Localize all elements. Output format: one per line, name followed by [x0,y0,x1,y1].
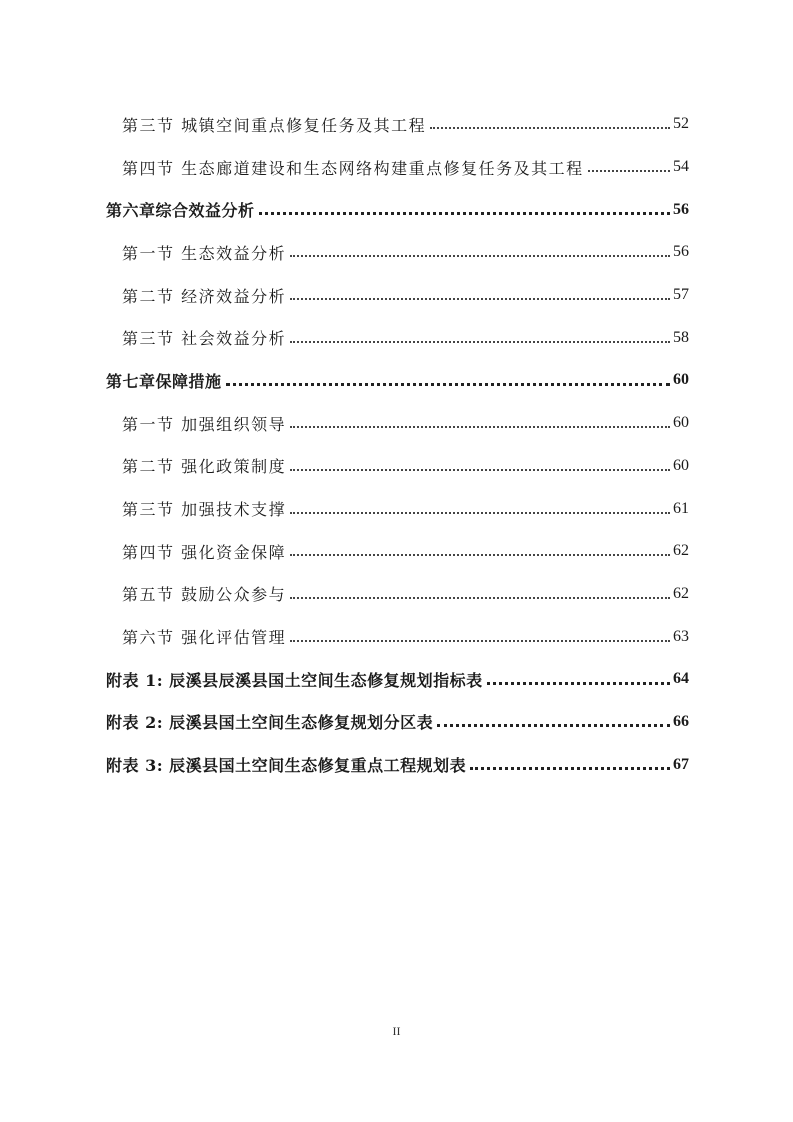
toc-entry-section[interactable] [0,615,793,658]
toc-entry-page: 57 [673,286,689,304]
dot-leader [290,255,670,257]
toc-entry-page: 64 [673,670,689,688]
toc-entry-page: 52 [673,115,689,133]
toc-entry-section[interactable] [0,573,793,616]
dot-leader [290,597,670,599]
toc-entry-section[interactable] [0,402,793,445]
toc-entry-page: 61 [673,499,689,517]
dot-leader [437,724,670,727]
dot-leader [588,170,670,172]
toc-entry-section[interactable] [0,316,793,359]
toc-entry-page: 54 [673,158,689,176]
toc-entry-page: 62 [673,584,689,602]
dot-leader [290,426,670,428]
toc-entry-title: 第二节 强化政策制度 [122,457,287,477]
toc-entry-page: 58 [673,328,689,346]
toc-entry-title: 第三节 社会效益分析 [122,329,287,349]
table-of-contents [0,103,793,786]
toc-entry-title: 第五节 鼓励公众参与 [122,585,287,605]
toc-entry-section[interactable] [0,530,793,573]
dot-leader [290,512,670,514]
toc-entry-section[interactable] [0,445,793,488]
dot-leader [290,469,670,471]
toc-entry-section[interactable] [0,146,793,189]
dot-leader [259,212,670,215]
toc-entry-page: 60 [673,371,689,389]
toc-entry-page: 67 [673,755,689,773]
toc-entry-section[interactable] [0,274,793,317]
toc-entry-title: 第四节 生态廊道建设和生态网络构建重点修复任务及其工程 [122,158,584,178]
dot-leader [290,341,670,343]
dot-leader [290,298,670,300]
toc-entry-title: 第六节 强化评估管理 [122,628,287,648]
toc-entry-chapter[interactable] [0,359,793,402]
toc-entry-title: 第一节 生态效益分析 [122,243,287,263]
toc-entry-title: 第二节 经济效益分析 [122,286,287,306]
toc-entry-title: 附表 2: 辰溪县国土空间生态修复规划分区表 [106,713,434,733]
toc-entry-appendix[interactable] [0,658,793,701]
dot-leader [470,767,670,770]
dot-leader [290,554,670,556]
toc-entry-title: 第三节 加强技术支撑 [122,500,287,520]
toc-entry-page: 60 [673,456,689,474]
toc-entry-title: 附表 3: 辰溪县国土空间生态修复重点工程规划表 [106,756,467,776]
toc-entry-section[interactable] [0,231,793,274]
toc-entry-page: 56 [673,243,689,261]
dot-leader [487,682,670,685]
toc-entry-appendix[interactable] [0,743,793,786]
toc-entry-title: 第七章保障措施 [106,371,222,391]
toc-entry-chapter[interactable] [0,188,793,231]
toc-entry-page: 66 [673,712,689,730]
dot-leader [226,383,670,386]
toc-entry-section[interactable] [0,487,793,530]
toc-entry-title: 第六章综合效益分析 [106,201,255,221]
toc-entry-page: 60 [673,414,689,432]
toc-entry-appendix[interactable] [0,701,793,744]
toc-entry-page: 63 [673,627,689,645]
toc-entry-section[interactable] [0,103,793,146]
toc-entry-title: 附表 1: 辰溪县辰溪县国土空间生态修复规划指标表 [106,670,483,690]
toc-entry-title: 第一节 加强组织领导 [122,414,287,434]
dot-leader [290,640,670,642]
toc-entry-title: 第三节 城镇空间重点修复任务及其工程 [122,115,427,135]
dot-leader [430,127,670,129]
toc-entry-page: 56 [673,200,689,218]
toc-entry-title: 第四节 强化资金保障 [122,542,287,562]
toc-entry-page: 62 [673,542,689,560]
page-number: II [392,1024,401,1038]
